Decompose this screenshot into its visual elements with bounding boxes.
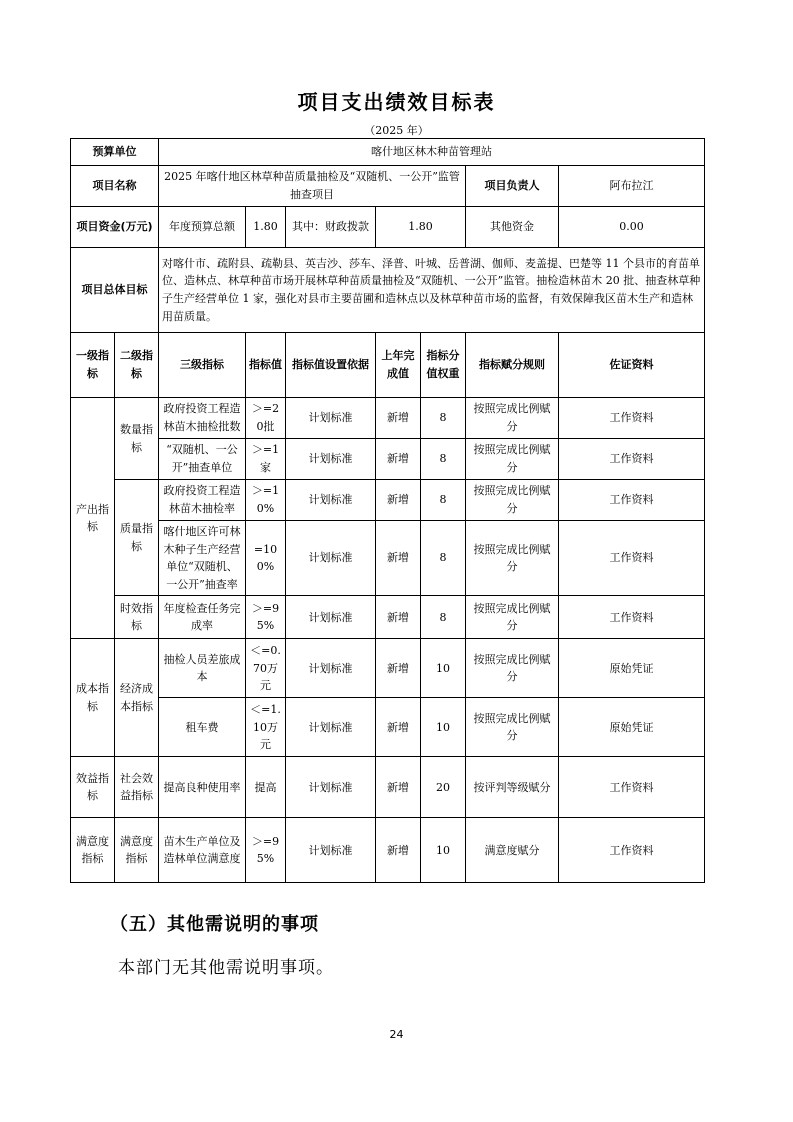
col-header: 指标值设置依据 xyxy=(286,333,376,398)
level2-timeliness: 时效指标 xyxy=(115,596,159,639)
indicator-basis: 计划标准 xyxy=(286,639,376,698)
indicator-basis: 计划标准 xyxy=(286,480,376,521)
indicator-basis: 计划标准 xyxy=(286,521,376,596)
indicator-name: 租车费 xyxy=(159,698,246,757)
table-row xyxy=(71,596,705,639)
col-header: 上年完成值 xyxy=(376,333,421,398)
indicator-weight: 10 xyxy=(421,698,466,757)
indicator-name: 喀什地区许可林木种子生产经营单位“双随机、一公开”抽查率 xyxy=(159,521,246,596)
table-row xyxy=(71,818,705,883)
table-row xyxy=(71,439,705,480)
level2-satisfaction: 满意度指标 xyxy=(115,818,159,883)
indicator-weight: 8 xyxy=(421,596,466,639)
col-header: 三级指标 xyxy=(159,333,246,398)
project-name-value: 2025 年喀什地区林草种苗质量抽检及“双随机、一公开”监管抽查项目 xyxy=(159,166,466,207)
indicator-prev: 新增 xyxy=(376,698,421,757)
col-header: 指标值 xyxy=(246,333,286,398)
indicator-evidence: 工作资料 xyxy=(559,818,705,883)
fiscal-label: 其中：财政拨款 xyxy=(286,207,376,248)
page-title: 项目支出绩效目标表 xyxy=(297,90,496,114)
table-row xyxy=(71,698,705,757)
other-fund-label: 其他资金 xyxy=(466,207,559,248)
indicator-weight: 10 xyxy=(421,639,466,698)
indicator-basis: 计划标准 xyxy=(286,398,376,439)
indicator-rule: 按评判等级赋分 xyxy=(466,757,559,818)
col-header: 佐证资料 xyxy=(559,333,705,398)
overall-goal-label: 项目总体目标 xyxy=(71,248,159,333)
indicator-basis: 计划标准 xyxy=(286,439,376,480)
indicator-value: ＞=95% xyxy=(246,818,286,883)
indicator-name: “双随机、一公开”抽查单位 xyxy=(159,439,246,480)
table-row xyxy=(71,398,705,439)
page-number: 24 xyxy=(389,1028,404,1041)
indicator-weight: 10 xyxy=(421,818,466,883)
table-row xyxy=(71,521,705,596)
indicator-value: =100% xyxy=(246,521,286,596)
project-fund-label: 项目资金(万元) xyxy=(71,207,159,248)
indicator-weight: 8 xyxy=(421,521,466,596)
indicator-rule: 按照完成比例赋分 xyxy=(466,521,559,596)
indicator-evidence: 工作资料 xyxy=(559,757,705,818)
level2-quality: 质量指标 xyxy=(115,480,159,596)
indicator-name: 年度检查任务完成率 xyxy=(159,596,246,639)
project-lead-value: 阿布拉江 xyxy=(559,166,705,207)
level1-output: 产出指标 xyxy=(71,398,115,639)
col-header: 二级指标 xyxy=(115,333,159,398)
indicator-rule: 按照完成比例赋分 xyxy=(466,480,559,521)
budget-unit-label: 预算单位 xyxy=(71,139,159,166)
indicator-rule: 按照完成比例赋分 xyxy=(466,398,559,439)
indicator-name: 苗木生产单位及造林单位满意度 xyxy=(159,818,246,883)
indicator-prev: 新增 xyxy=(376,639,421,698)
indicator-weight: 8 xyxy=(421,439,466,480)
indicator-value: ＞=95% xyxy=(246,596,286,639)
col-header: 一级指标 xyxy=(71,333,115,398)
performance-table xyxy=(70,138,705,883)
section-body: 本部门无其他需说明事项。 xyxy=(118,958,334,978)
indicator-evidence: 工作资料 xyxy=(559,596,705,639)
indicator-prev: 新增 xyxy=(376,596,421,639)
indicator-weight: 8 xyxy=(421,480,466,521)
year-caption: （2025 年） xyxy=(364,124,429,137)
indicator-value: ＜=1.10万元 xyxy=(246,698,286,757)
indicator-name: 提高良种使用率 xyxy=(159,757,246,818)
indicator-basis: 计划标准 xyxy=(286,596,376,639)
overall-goal-value: 对喀什市、疏附县、疏勒县、英吉沙、莎车、泽普、叶城、岳普湖、伽师、麦盖提、巴楚等 11 个县市的育苗单位、造林点、林草种苗市场开展林草种苗质量抽检及“双随机、一公开”监管。抽检造林苗木 20 批、抽查林草种子生产经营单位 1 家，强化对县市主要苗圃和造林点以及林草种苗市场的监督，有效保障我区苗木生产和造林用苗质量。 xyxy=(159,248,705,333)
indicator-value: ＞=20批 xyxy=(246,398,286,439)
level2-social-benefit: 社会效益指标 xyxy=(115,757,159,818)
level2-quantity: 数量指标 xyxy=(115,398,159,480)
indicator-prev: 新增 xyxy=(376,480,421,521)
indicator-evidence: 工作资料 xyxy=(559,398,705,439)
annual-budget-value: 1.80 xyxy=(246,207,286,248)
indicator-basis: 计划标准 xyxy=(286,698,376,757)
budget-unit-value: 喀什地区林木种苗管理站 xyxy=(159,139,705,166)
indicator-value: 提高 xyxy=(246,757,286,818)
col-header: 指标赋分规则 xyxy=(466,333,559,398)
indicator-evidence: 工作资料 xyxy=(559,439,705,480)
section-heading: （五）其他需说明的事项 xyxy=(110,914,319,935)
level2-economic-cost: 经济成本指标 xyxy=(115,639,159,757)
indicator-evidence: 工作资料 xyxy=(559,521,705,596)
fiscal-value: 1.80 xyxy=(376,207,466,248)
indicator-name: 抽检人员差旅成本 xyxy=(159,639,246,698)
col-header: 指标分值权重 xyxy=(421,333,466,398)
project-lead-label: 项目负责人 xyxy=(466,166,559,207)
indicator-evidence: 工作资料 xyxy=(559,480,705,521)
indicator-value: ＞=1家 xyxy=(246,439,286,480)
indicator-basis: 计划标准 xyxy=(286,818,376,883)
indicator-weight: 20 xyxy=(421,757,466,818)
table-row xyxy=(71,480,705,521)
annual-budget-label: 年度预算总额 xyxy=(159,207,246,248)
table-row xyxy=(71,639,705,698)
indicator-rule: 按照完成比例赋分 xyxy=(466,439,559,480)
table-row xyxy=(71,757,705,818)
indicator-rule: 满意度赋分 xyxy=(466,818,559,883)
indicator-evidence: 原始凭证 xyxy=(559,698,705,757)
indicator-prev: 新增 xyxy=(376,818,421,883)
indicator-prev: 新增 xyxy=(376,757,421,818)
indicator-evidence: 原始凭证 xyxy=(559,639,705,698)
indicator-basis: 计划标准 xyxy=(286,757,376,818)
indicator-value: ＜=0.70万元 xyxy=(246,639,286,698)
level1-benefit: 效益指标 xyxy=(71,757,115,818)
level1-satisfaction: 满意度指标 xyxy=(71,818,115,883)
indicator-prev: 新增 xyxy=(376,439,421,480)
indicator-rule: 按照完成比例赋分 xyxy=(466,596,559,639)
indicator-prev: 新增 xyxy=(376,521,421,596)
indicator-rule: 按照完成比例赋分 xyxy=(466,639,559,698)
indicator-prev: 新增 xyxy=(376,398,421,439)
project-name-label: 项目名称 xyxy=(71,166,159,207)
indicator-value: ＞=10% xyxy=(246,480,286,521)
indicator-name: 政府投资工程造林苗木抽检率 xyxy=(159,480,246,521)
indicator-weight: 8 xyxy=(421,398,466,439)
level1-cost: 成本指标 xyxy=(71,639,115,757)
indicator-name: 政府投资工程造林苗木抽检批数 xyxy=(159,398,246,439)
indicator-rule: 按照完成比例赋分 xyxy=(466,698,559,757)
other-fund-value: 0.00 xyxy=(559,207,705,248)
